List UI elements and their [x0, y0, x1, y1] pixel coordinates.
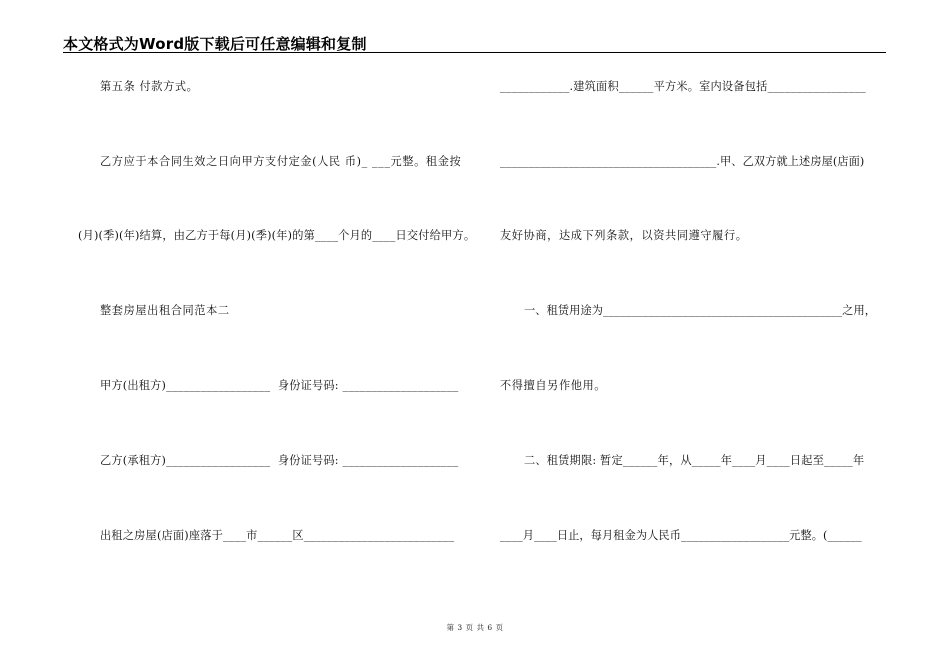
left-line-5: 甲方(出租方)__________________ 身份证号码: ____________________ — [100, 379, 459, 392]
left-line-4: 整套房屋出租合同范本二 — [100, 304, 230, 317]
header-divider — [63, 52, 886, 53]
right-line-6: 二、租赁期限: 暂定______年，从_____年____月____日起至_____年 — [524, 454, 865, 467]
left-line-3: (月)(季)(年)结算，由乙方于每(月)(季)(年)的第____个月的____日交付给甲方。 — [78, 229, 476, 242]
right-line-3: 友好协商，达成下列条款，以资共同遵守履行。 — [500, 229, 748, 242]
right-line-1: ____________.建筑面积______平方米。室内设备包括_________________ — [500, 80, 866, 93]
right-line-7: ____月____日止，每月租金为人民币___________________元整。(______ — [500, 529, 862, 542]
right-line-4: 一、租赁用途为__________________________________________之用， — [524, 304, 877, 317]
left-line-7: 出租之房屋(店面)座落于____市______区__________________________ — [100, 529, 455, 542]
right-line-2: ______________________________________.甲、乙双方就上述房屋(店面) — [500, 155, 865, 168]
right-line-5: 不得擅自另作他用。 — [500, 379, 607, 392]
page-number: 第 3 页 共 6 页 — [446, 623, 504, 632]
document-header-title: 本文格式为Word版下载后可任意编辑和复制 — [63, 35, 367, 53]
left-line-1: 第五条 付款方式。 — [100, 80, 199, 93]
left-line-6: 乙方(承租方)__________________ 身份证号码: ____________________ — [100, 454, 459, 467]
left-line-2: 乙方应于本合同生效之日向甲方支付定金(人民 币)_ ___元整。租金按 — [100, 155, 462, 168]
